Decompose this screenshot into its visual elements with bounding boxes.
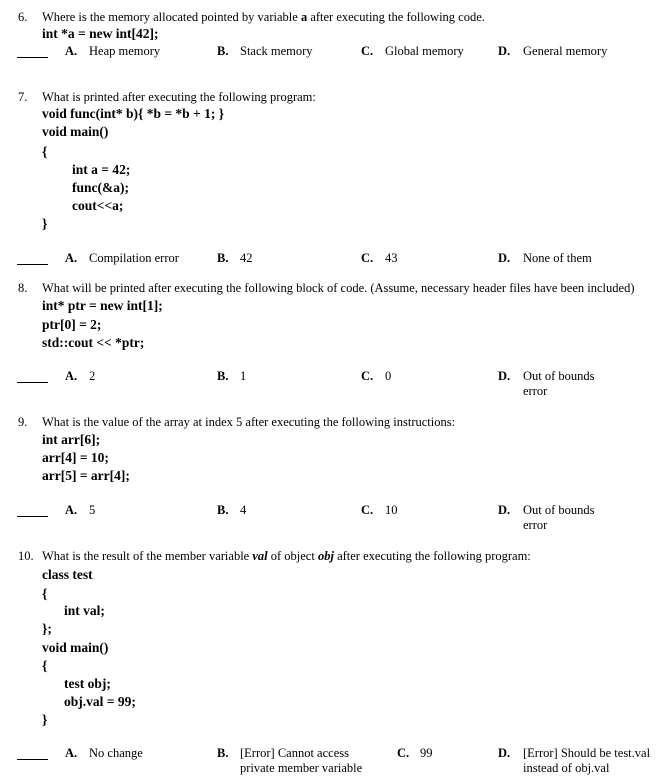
q7-code-line-4: int a = 42; <box>72 162 131 177</box>
q6-option-a-text: Heap memory <box>89 44 161 58</box>
q6-code-line-1: int *a = new int[42]; <box>42 26 159 41</box>
q10-code-line-7: test obj; <box>64 676 111 691</box>
q9-option-d-text-line-2: error <box>523 518 548 532</box>
q6-question <box>42 11 485 24</box>
q8-option-b-text: 1 <box>240 369 247 383</box>
q8-question: What will be printed after executing the following block of code. (Assume, necessary header files have been included) <box>42 282 635 295</box>
q8-code-line-3: std::cout << *ptr; <box>42 335 145 350</box>
q6-question-text-before: Where is the memory allocated pointed by variable <box>42 10 301 24</box>
q7-option-b-text: 42 <box>240 251 253 265</box>
q8-code-line-2: ptr[0] = 2; <box>42 317 102 332</box>
q10-number: 10. <box>18 549 34 563</box>
q8-option-d-text-line-1: Out of bounds <box>523 369 595 383</box>
q6-answer-blank[interactable] <box>17 57 48 58</box>
q8-option-c-text: 0 <box>385 369 392 383</box>
q6-option-d-letter: D. <box>498 44 511 58</box>
q10-question-text-after: after executing the following program: <box>333 549 531 563</box>
q9-option-c-text: 10 <box>385 503 398 517</box>
q10-question-text-before: What is the result of the member variable <box>42 549 253 563</box>
q10-option-b-text-line-2: private member variable <box>240 761 363 775</box>
q7-option-a-text: Compilation error <box>89 251 179 265</box>
q9-option-a-letter: A. <box>65 503 78 517</box>
q8-option-d-letter: D. <box>498 369 511 383</box>
q10-question <box>42 550 531 563</box>
q9-question: What is the value of the array at index 5 after executing the following instructions: <box>42 415 456 429</box>
q10-code-line-6: { <box>42 658 48 673</box>
q7-code-line-7: } <box>42 216 48 231</box>
q10-option-d-text-line-2: instead of obj.val <box>523 761 610 775</box>
q6-option-c-text: Global memory <box>385 44 464 58</box>
q7-option-c-letter: C. <box>361 251 374 265</box>
q10-question-var-obj: obj <box>317 549 334 563</box>
q8-option-c-letter: C. <box>361 369 374 383</box>
q9-answer-blank[interactable] <box>17 516 48 517</box>
q10-question-text-mid: of object <box>267 549 318 563</box>
q10-option-a-text: No change <box>89 746 143 760</box>
q9-code-line-2: arr[4] = 10; <box>42 450 109 465</box>
q10-option-d-letter: D. <box>498 746 511 760</box>
q7-option-c-text: 43 <box>385 251 398 265</box>
q9-code-line-3: arr[5] = arr[4]; <box>42 468 130 483</box>
q6-option-a-letter: A. <box>65 44 78 58</box>
q10-option-c-letter: C. <box>397 746 410 760</box>
q10-option-a-letter: A. <box>65 746 78 760</box>
q10-option-b-text-line-1: [Error] Cannot access <box>240 746 349 760</box>
q9-option-b-letter: B. <box>217 503 229 517</box>
q6-option-b-letter: B. <box>217 44 229 58</box>
q7-question: What is printed after executing the following program: <box>42 90 316 104</box>
q10-code-line-8: obj.val = 99; <box>64 694 136 709</box>
q10-option-d-text-line-1: [Error] Should be test.val <box>523 746 651 760</box>
q8-number: 8. <box>18 281 28 295</box>
q10-code-line-4: }; <box>42 621 52 636</box>
q7-option-a-letter: A. <box>65 251 78 265</box>
q6-question-var: a <box>300 10 308 24</box>
q8-option-b-letter: B. <box>217 369 229 383</box>
q7-code-line-3: { <box>42 144 48 159</box>
q8-answer-blank[interactable] <box>17 382 48 383</box>
q8-option-d-text-line-2: error <box>523 384 548 398</box>
q9-option-d-text-line-1: Out of bounds <box>523 503 595 517</box>
q10-code-line-2: { <box>42 586 48 601</box>
q6-option-c-letter: C. <box>361 44 374 58</box>
q9-number: 9. <box>18 415 28 429</box>
q10-option-c-text: 99 <box>420 746 433 760</box>
q8-option-a-text: 2 <box>89 369 96 383</box>
q10-code-line-5: void main() <box>42 640 109 655</box>
q6-question-text-after: after executing the following code. <box>307 10 485 24</box>
q6-option-d-text: General memory <box>523 44 608 58</box>
q7-option-b-letter: B. <box>217 251 229 265</box>
q7-option-d-text: None of them <box>523 251 592 265</box>
q7-code-line-5: func(&a); <box>72 180 129 195</box>
q9-option-b-text: 4 <box>240 503 247 517</box>
q9-code-line-1: int arr[6]; <box>42 432 101 447</box>
q7-code-line-6: cout<<a; <box>72 198 124 213</box>
q10-question-var-val: val <box>252 549 268 563</box>
q10-answer-blank[interactable] <box>17 759 48 760</box>
q7-answer-blank[interactable] <box>17 264 48 265</box>
q10-code-line-9: } <box>42 712 48 727</box>
q10-code-line-1: class test <box>42 567 93 582</box>
q8-code-line-1: int* ptr = new int[1]; <box>42 298 163 313</box>
q9-option-c-letter: C. <box>361 503 374 517</box>
q10-option-b-letter: B. <box>217 746 229 760</box>
q7-option-d-letter: D. <box>498 251 511 265</box>
q6-number: 6. <box>18 10 28 24</box>
q7-code-line-2: void main() <box>42 124 109 139</box>
q8-option-a-letter: A. <box>65 369 78 383</box>
q9-option-d-letter: D. <box>498 503 511 517</box>
q7-number: 7. <box>18 90 28 104</box>
q9-option-a-text: 5 <box>89 503 96 517</box>
q10-code-line-3: int val; <box>64 603 105 618</box>
q7-code-line-1: void func(int* b){ *b = *b + 1; } <box>42 106 225 121</box>
q6-option-b-text: Stack memory <box>240 44 313 58</box>
